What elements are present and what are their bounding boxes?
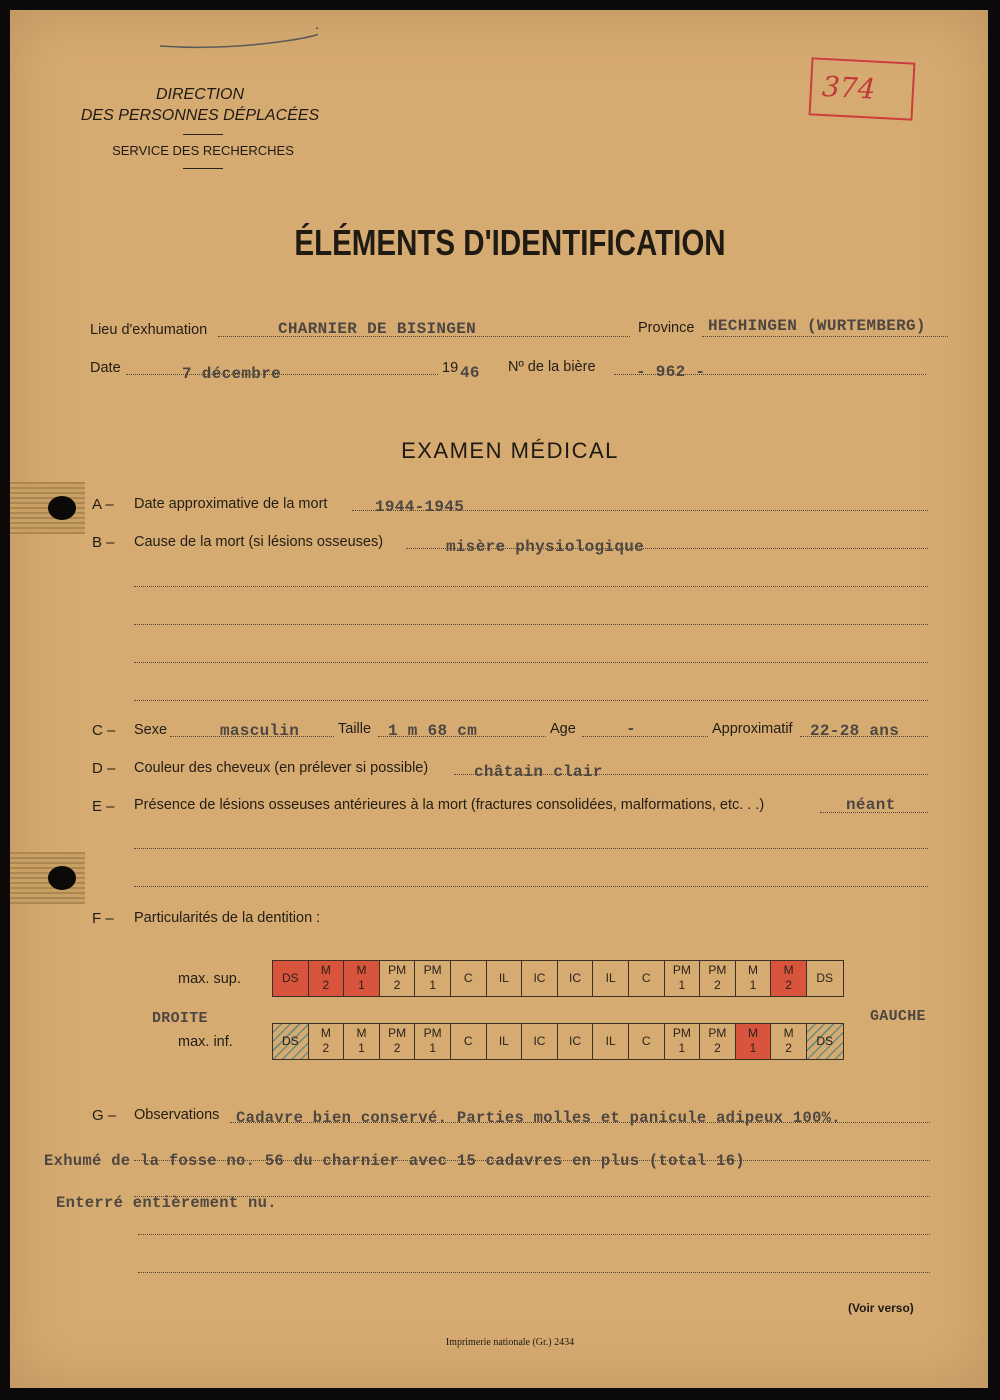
- tooth-cell: [451, 961, 487, 996]
- age-line: [582, 736, 708, 737]
- section-d-letter: D –: [92, 760, 116, 777]
- tooth-cell: [380, 961, 416, 996]
- tooth-code: PM: [672, 1026, 691, 1040]
- observation-line-1: Cadavre bien conservé. Parties molles et panicule adipeux 100%.: [236, 1109, 841, 1127]
- section-f-letter: F –: [92, 910, 114, 927]
- upper-teeth-chart: [272, 960, 844, 997]
- section-d-value: châtain clair: [474, 763, 603, 781]
- tooth-code: M: [748, 963, 759, 977]
- tooth-cell: [273, 961, 309, 996]
- tooth-cell: [700, 961, 736, 996]
- tooth-cell: [451, 1024, 487, 1059]
- approx-label: Approximatif: [712, 721, 793, 737]
- header-service: SERVICE DES RECHERCHES: [112, 143, 294, 158]
- header-divider: [183, 134, 223, 135]
- year-prefix: 19: [442, 360, 459, 376]
- tooth-cell: [629, 961, 665, 996]
- tooth-code: IC: [569, 971, 582, 985]
- tooth-cell: [522, 1024, 558, 1059]
- section-b-letter: B –: [92, 534, 115, 551]
- section-b-extra-line: [134, 700, 928, 701]
- tooth-index: 1: [358, 1041, 365, 1055]
- tooth-index: 2: [714, 1041, 721, 1055]
- pencil-scribble: [158, 24, 318, 54]
- province-label: Province: [638, 320, 695, 336]
- tooth-code: M: [748, 1026, 759, 1040]
- tooth-code: IC: [533, 971, 546, 985]
- max-inf-label: max. inf.: [178, 1034, 233, 1050]
- document-page: [10, 10, 988, 1388]
- tooth-code: M: [320, 1026, 331, 1040]
- section-g-line: [138, 1234, 930, 1235]
- tooth-cell: [700, 1024, 736, 1059]
- section-c-letter: C –: [92, 722, 116, 739]
- page-title: ÉLÉMENTS D'IDENTIFICATION: [294, 222, 726, 263]
- tooth-code: DS: [281, 971, 299, 985]
- exam-title: EXAMEN MÉDICAL: [401, 438, 619, 463]
- section-a-letter: A –: [92, 496, 114, 513]
- tooth-code: IC: [533, 1034, 546, 1048]
- province-value: HECHINGEN (WURTEMBERG): [708, 317, 926, 335]
- tooth-index: 2: [785, 1041, 792, 1055]
- sexe-label: Sexe: [134, 722, 168, 738]
- tooth-index: 2: [393, 978, 401, 992]
- tooth-cell: [771, 961, 807, 996]
- section-e-letter: E –: [92, 798, 115, 815]
- observation-line-3: Enterré entièrement nu.: [56, 1194, 277, 1212]
- tooth-code: M: [356, 1026, 367, 1040]
- tooth-code: PM: [423, 963, 442, 977]
- tooth-cell: [487, 961, 523, 996]
- tooth-cell: [629, 1024, 665, 1059]
- tooth-index: 2: [393, 1041, 401, 1055]
- age-label: Age: [550, 721, 576, 737]
- tooth-index: 2: [322, 978, 330, 992]
- age-value: -: [626, 720, 636, 738]
- tooth-index: 2: [785, 978, 792, 992]
- date-label: Date: [90, 360, 121, 376]
- tooth-cell: [487, 1024, 523, 1059]
- tooth-code: IC: [569, 1034, 582, 1048]
- tooth-index: 1: [678, 1041, 686, 1055]
- tooth-code: PM: [388, 1026, 407, 1040]
- tooth-index: 2: [714, 978, 721, 992]
- tooth-cell: [415, 961, 451, 996]
- tooth-index: 1: [429, 978, 437, 992]
- section-e-label: Présence de lésions osseuses antérieures à la mort (fractures consolidées, malformations, etc. . .): [134, 797, 765, 813]
- lower-teeth-chart: [272, 1023, 844, 1060]
- tooth-code: C: [641, 1034, 651, 1048]
- tooth-cell: [344, 961, 380, 996]
- header-direction: [70, 84, 330, 126]
- section-d-label: Couleur des cheveux (en prélever si possible): [134, 760, 429, 776]
- section-f-label: Particularités de la dentition :: [134, 910, 321, 926]
- tooth-code: IL: [605, 971, 616, 985]
- tooth-cell: [665, 961, 701, 996]
- tooth-code: M: [783, 963, 794, 977]
- tooth-code: IL: [498, 971, 509, 985]
- section-g-letter: G –: [92, 1107, 117, 1124]
- tooth-code: PM: [672, 963, 691, 977]
- lieu-label: Lieu d'exhumation: [90, 322, 208, 338]
- section-a-value: 1944-1945: [375, 498, 465, 516]
- tooth-cell: [522, 961, 558, 996]
- section-b-extra-line: [134, 586, 928, 587]
- tooth-cell: [415, 1024, 451, 1059]
- tooth-cell: [344, 1024, 380, 1059]
- punch-hole: [48, 866, 76, 890]
- tooth-code: IL: [498, 1034, 509, 1048]
- max-sup-label: max. sup.: [178, 971, 241, 987]
- taille-value: 1 m 68 cm: [388, 722, 478, 740]
- tooth-code: C: [463, 971, 473, 985]
- section-g-label: Observations: [134, 1107, 220, 1123]
- section-b-label: Cause de la mort (si lésions osseuses): [134, 534, 384, 550]
- tooth-code: M: [320, 963, 331, 977]
- tooth-cell: [558, 1024, 594, 1059]
- tooth-code: DS: [816, 971, 834, 985]
- tooth-index: 1: [749, 1041, 757, 1055]
- tooth-code: IL: [605, 1034, 616, 1048]
- tooth-code: M: [783, 1026, 794, 1040]
- tooth-code: M: [356, 963, 367, 977]
- tooth-code: PM: [423, 1026, 442, 1040]
- date-line: [126, 374, 438, 375]
- tooth-index: 1: [749, 978, 757, 992]
- date-value: 7 décembre: [182, 365, 282, 383]
- province-line: [702, 336, 948, 337]
- section-a-label: Date approximative de la mort: [134, 496, 328, 512]
- biere-label: Nº de la bière: [508, 359, 596, 375]
- tooth-cell: [736, 1024, 772, 1059]
- file-number-stamp: [809, 57, 916, 120]
- year-value: 46: [460, 364, 480, 382]
- direction-line1: DIRECTION: [156, 86, 244, 103]
- punch-hole: [48, 496, 76, 520]
- tooth-cell: [380, 1024, 416, 1059]
- biere-value: - 962 -: [636, 363, 706, 381]
- tooth-cell: [771, 1024, 807, 1059]
- tooth-code: PM: [388, 963, 407, 977]
- tooth-cell: [309, 961, 345, 996]
- taille-label: Taille: [338, 721, 372, 737]
- section-g-line: [138, 1272, 930, 1273]
- section-b-value: misère physiologique: [446, 538, 645, 556]
- tooth-cell: [807, 961, 843, 996]
- section-e-value: néant: [846, 796, 896, 814]
- sexe-value: masculin: [220, 722, 300, 740]
- tooth-code: C: [641, 971, 651, 985]
- lieu-value: CHARNIER DE BISINGEN: [278, 320, 477, 338]
- tooth-cell: [558, 961, 594, 996]
- section-e-extra-line: [134, 848, 928, 849]
- tooth-cell: [309, 1024, 345, 1059]
- tooth-cell: [807, 1024, 843, 1059]
- voir-verso: (Voir verso): [848, 1301, 914, 1315]
- tooth-cell: [593, 1024, 629, 1059]
- observation-line-2: Exhumé de la fosse no. 56 du charnier avec 15 cadavres en plus (total 16): [44, 1152, 745, 1170]
- tooth-index: 1: [358, 978, 365, 992]
- gauche-label: GAUCHE: [870, 1008, 926, 1025]
- tooth-code: DS: [816, 1034, 834, 1048]
- tooth-index: 1: [678, 978, 686, 992]
- direction-line2: DES PERSONNES DÉPLACÉES: [80, 107, 320, 124]
- tooth-code: C: [463, 1034, 473, 1048]
- tooth-cell: [593, 961, 629, 996]
- tooth-code: PM: [708, 1026, 727, 1040]
- tooth-index: 2: [322, 1041, 330, 1055]
- tooth-code: PM: [708, 963, 727, 977]
- stamp-number: 374: [821, 69, 877, 106]
- tooth-cell: [665, 1024, 701, 1059]
- tooth-cell: [736, 961, 772, 996]
- section-e-extra-line: [134, 886, 928, 887]
- section-b-extra-line: [134, 662, 928, 663]
- approx-value: 22-28 ans: [810, 722, 900, 740]
- tooth-code: DS: [281, 1034, 299, 1048]
- section-b-extra-line: [134, 624, 928, 625]
- tooth-index: 1: [429, 1041, 437, 1055]
- droite-label: DROITE: [152, 1010, 208, 1027]
- printer-imprint: Imprimerie nationale (Gr.) 2434: [445, 1337, 575, 1348]
- header-divider: [183, 168, 223, 169]
- tooth-cell: [273, 1024, 309, 1059]
